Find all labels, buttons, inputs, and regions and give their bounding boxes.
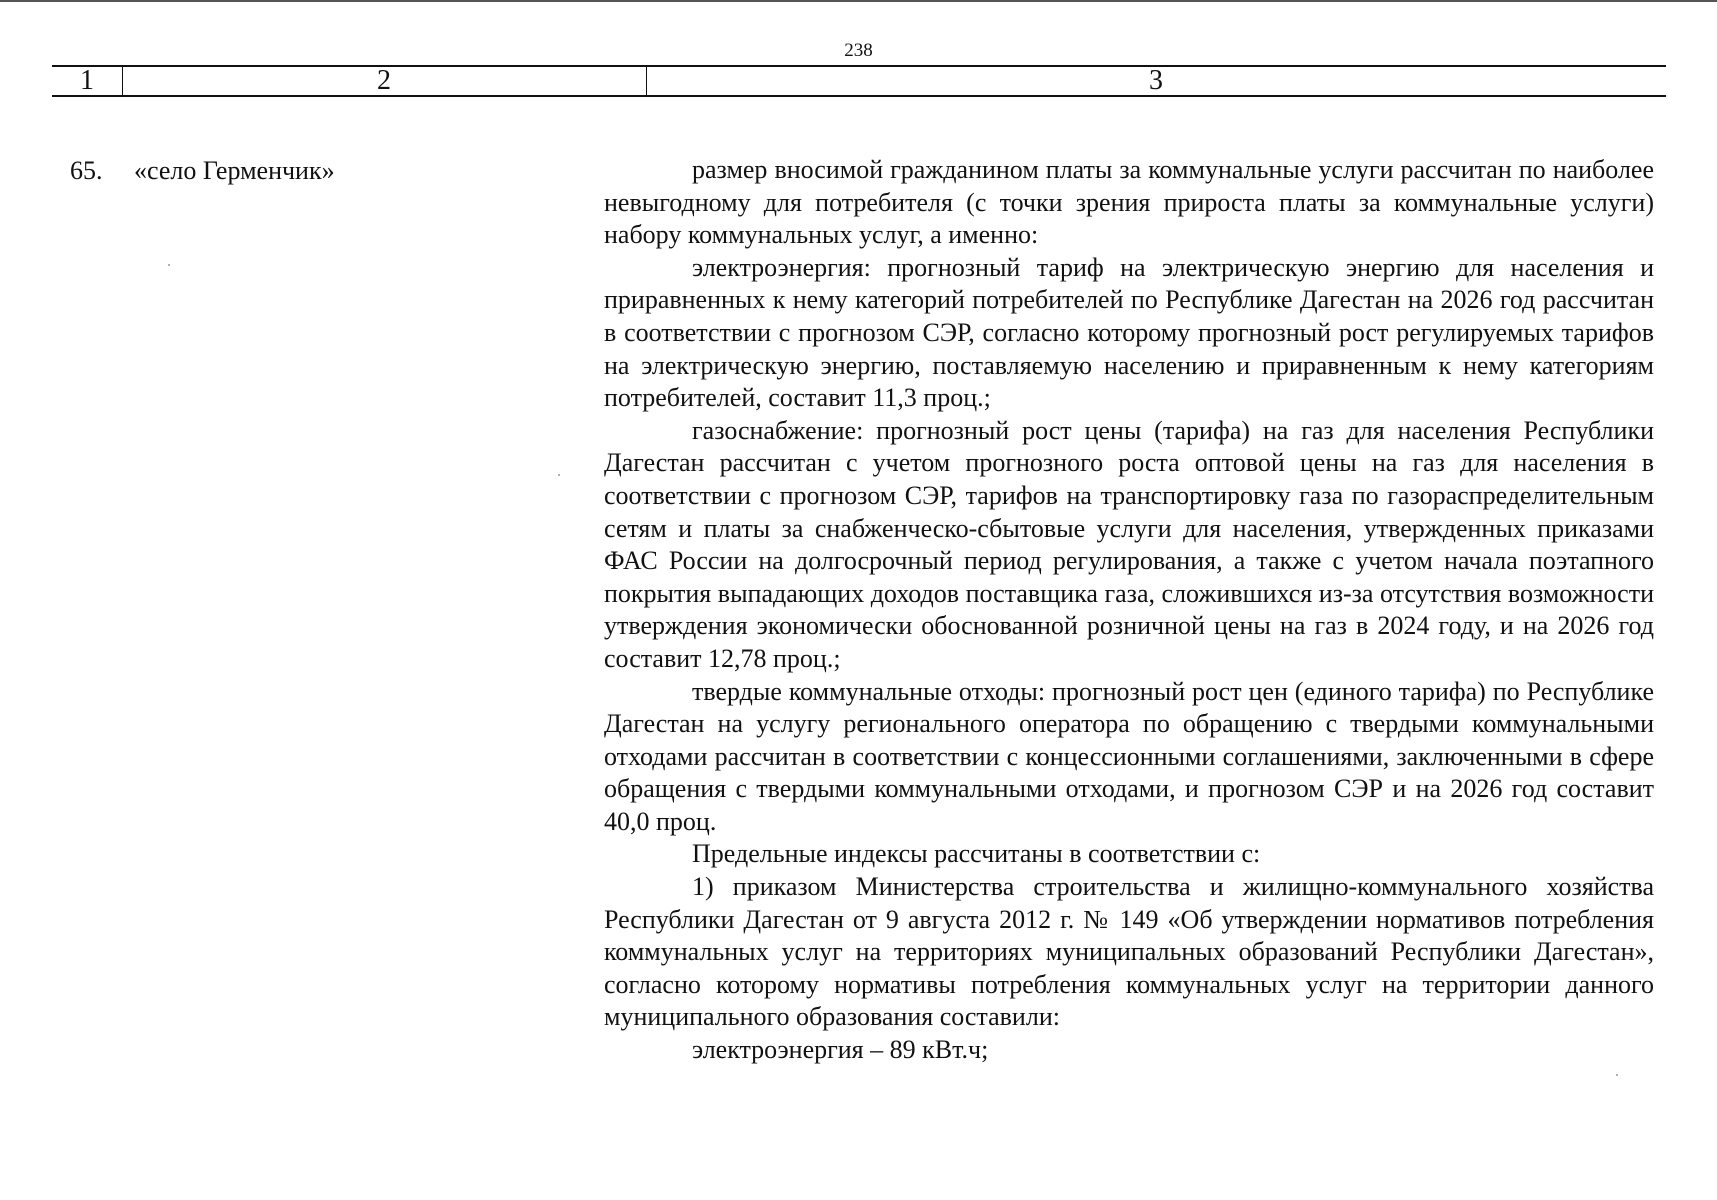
page-number: 238	[844, 40, 873, 61]
municipality-name: «село Герменчик»	[134, 156, 335, 185]
paragraph-payment-basis: размер вносимой гражданином платы за коммунальные услуги рассчитан по наиболее невыгодному для потребителя (с точки зрения прироста платы за коммунальные услуги) набору коммунальных услуг, а именно:	[604, 155, 1654, 250]
paragraph-ministry-order: 1) приказом Министерства строительства и жилищно-коммунального хозяйства Республики Дагестан от 9 августа 2012 г. № 149 «Об утверждении нормативов потребления коммунальных услуг на территориях муниципальных образований Республики Дагестан», согласно которому нормативы потребления коммунальных услуг на территории данного муниципального образования составили:	[604, 872, 1654, 1032]
paragraph-electricity-norm: электроэнергия – 89 кВт.ч;	[692, 1035, 989, 1065]
paragraph-index-basis: Предельные индексы рассчитаны в соответствии с:	[692, 839, 1261, 869]
column-header-3: 3	[1149, 65, 1163, 96]
paragraph-solid-waste: твердые коммунальные отходы: прогнозный рост цен (единого тарифа) по Республике Дагестан на услугу регионального оператора по обращению с твердыми коммунальными отходами рассчитан в соответствии с концессионными соглашениями, заключенными в сфере обращения с твердыми коммунальными отходами, и прогнозом СЭР и на 2026 год составит 40,0 проц.	[604, 676, 1654, 836]
column-header-2: 2	[377, 65, 391, 96]
paragraph-electricity: электроэнергия: прогнозный тариф на электрическую энергию для населения и приравненных к нему категорий потребителей по Республике Дагестан на 2026 год рассчитан в соответствии с прогнозом СЭР, согласно которому прогнозный рост регулируемых тарифов на электрическую энергию, поставляемую населению и приравненным к нему категориям потребителей, составит 11,3 проц.;	[604, 252, 1654, 413]
description-column	[604, 154, 1654, 1067]
column-header-1: 1	[80, 65, 94, 96]
scan-speck	[1616, 1074, 1618, 1076]
scan-speck	[558, 474, 560, 476]
page-top-edge	[0, 0, 1717, 2]
paragraph-gas-supply: газоснабжение: прогнозный рост цены (тарифа) на газ для населения Республики Дагестан рассчитан с учетом прогнозного роста оптовой цены на газ для населения в соответствии с прогнозом СЭР, тарифов на транспортировку газа по газораспределительным сетям и платы за снабженческо-сбытовые услуги для населения, утвержденных приказами ФАС России на долгосрочный период регулирования, а также с учетом начала поэтапного покрытия выпадающих доходов поставщика газа, сложившихся из-за отсутствия возможности утверждения экономически обоснованной розничной цены на газ в 2024 году, и на 2026 год составит 12,78 проц.;	[604, 415, 1654, 673]
column-header-row	[52, 65, 1666, 97]
row-number: 65.	[70, 156, 103, 185]
scan-speck	[168, 264, 170, 266]
